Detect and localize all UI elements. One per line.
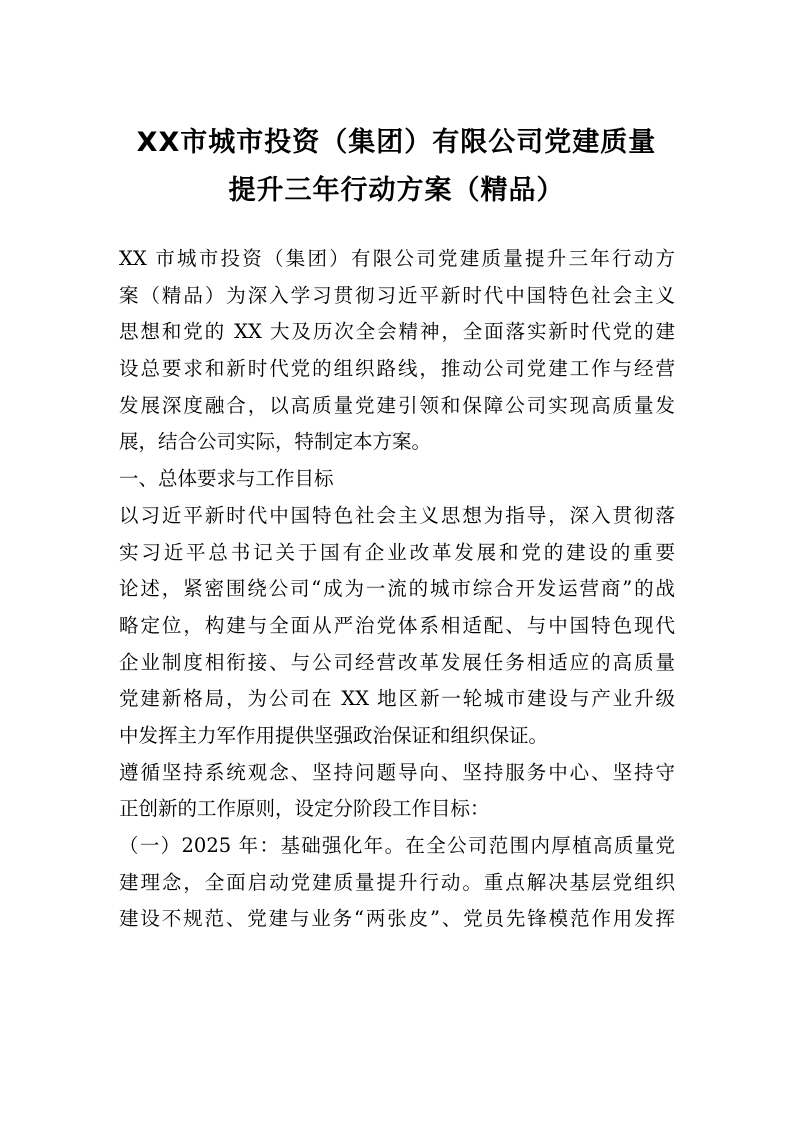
text-line: 略定位，构建与全面从严治党体系相适配、与中国特色现代 [119,613,675,637]
section-heading-1 [119,461,675,498]
text-line: 党建新格局，为公司在 XX 地区新一轮城市建设与产业升级 [119,687,675,711]
text-line: 设总要求和新时代党的组织路线，推动公司党建工作与经营 [119,357,675,381]
text-line: XX 市城市投资（集团）有限公司党建质量提升三年行动方 [119,247,675,270]
paragraph-2025-goal [119,828,675,938]
section-heading-text: 一、总体要求与工作目标 [119,467,334,491]
text-line: 以习近平新时代中国特色社会主义思想为指导，深入贯彻落 [119,503,675,527]
document-title-line-1: XX市城市投资（集团）有限公司党建质量 [136,127,657,158]
text-line: 正创新的工作原则，设定分阶段工作目标： [119,797,490,821]
text-line: 建设不规范、党建与业务“两张皮”、党员先锋模范作用发挥 [119,907,675,931]
text-line: 发展深度融合，以高质量党建引领和保障公司实现高质量发 [119,393,675,417]
paragraph-principles [119,755,675,828]
text-line: 实习近平总书记关于国有企业改革发展和党的建设的重要 [119,540,675,564]
text-line: 论述，紧密围绕公司“成为一流的城市综合开发运营商”的战 [119,577,675,601]
paragraph-intro [119,241,675,461]
text-line: （一）2025 年：基础强化年。在全公司范围内厚植高质量党 [119,834,675,857]
text-line: 企业制度相衔接、与公司经营改革发展任务相适应的高质量 [119,650,675,674]
text-line: 中发挥主力军作用提供坚强政治保证和组织保证。 [119,723,549,747]
text-line: 建理念，全面启动党建质量提升行动。重点解决基层党组织 [119,870,675,894]
document-title-line-2: 提升三年行动方案（精品） [228,175,565,206]
text-line: 遵循坚持系统观念、坚持问题导向、坚持服务中心、坚持守 [119,760,675,784]
text-line: 案（精品）为深入学习贯彻习近平新时代中国特色社会主义 [119,283,675,307]
document-body [119,241,675,938]
text-line: 展，结合公司实际，特制定本方案。 [119,430,432,454]
text-line: 思想和党的 XX 大及历次全会精神，全面落实新时代党的建 [119,320,675,344]
paragraph-guidance [119,498,675,755]
